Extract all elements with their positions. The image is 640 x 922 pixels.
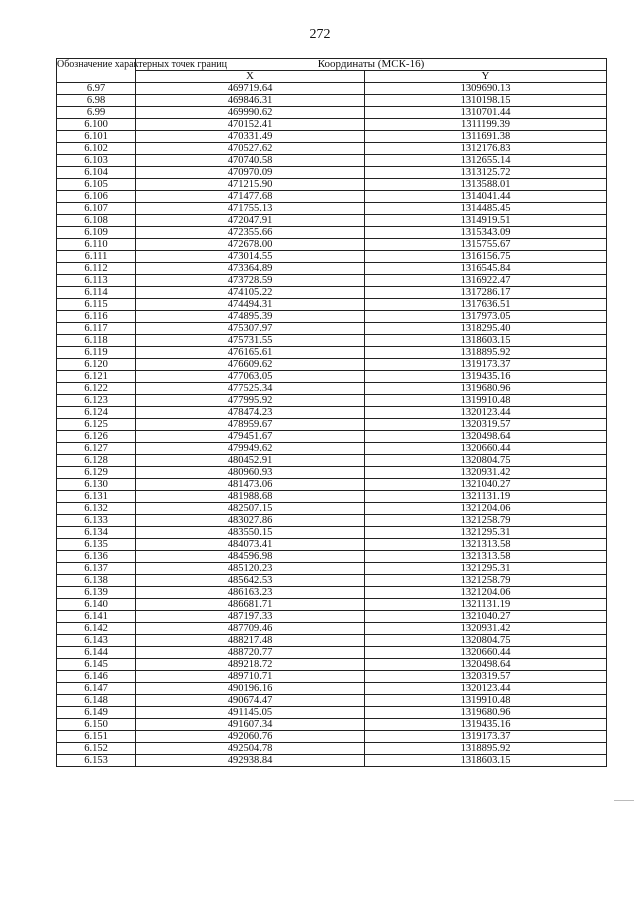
x-coordinate-cell: 481473.06 — [136, 479, 365, 491]
x-coordinate-cell: 471755.13 — [136, 203, 365, 215]
table-row — [57, 167, 607, 179]
y-coordinate-cell: 1321295.31 — [365, 563, 607, 575]
x-coordinate-cell: 487709.46 — [136, 623, 365, 635]
y-coordinate-cell: 1321258.79 — [365, 515, 607, 527]
point-id-cell: 6.103 — [57, 155, 136, 167]
y-coordinate-cell: 1310701.44 — [365, 107, 607, 119]
x-coordinate-cell: 474494.31 — [136, 299, 365, 311]
table-row — [57, 83, 607, 95]
point-id-cell: 6.126 — [57, 431, 136, 443]
y-coordinate-cell: 1318895.92 — [365, 347, 607, 359]
point-id-cell: 6.98 — [57, 95, 136, 107]
y-coordinate-cell: 1320319.57 — [365, 419, 607, 431]
point-id-cell: 6.142 — [57, 623, 136, 635]
table-row — [57, 323, 607, 335]
point-id-cell: 6.102 — [57, 143, 136, 155]
x-coordinate-cell: 469990.62 — [136, 107, 365, 119]
table-row — [57, 455, 607, 467]
x-coordinate-cell: 486163.23 — [136, 587, 365, 599]
table-row — [57, 95, 607, 107]
x-coordinate-cell: 476165.61 — [136, 347, 365, 359]
point-id-cell: 6.127 — [57, 443, 136, 455]
table-row — [57, 299, 607, 311]
y-coordinate-cell: 1320660.44 — [365, 443, 607, 455]
y-coordinate-cell: 1320804.75 — [365, 455, 607, 467]
table-row — [57, 227, 607, 239]
y-coordinate-cell: 1319680.96 — [365, 383, 607, 395]
table-row — [57, 191, 607, 203]
table-row — [57, 179, 607, 191]
x-coordinate-cell: 484596.98 — [136, 551, 365, 563]
x-coordinate-cell: 471215.90 — [136, 179, 365, 191]
x-coordinate-cell: 485642.53 — [136, 575, 365, 587]
point-id-cell: 6.128 — [57, 455, 136, 467]
point-id-cell: 6.121 — [57, 371, 136, 383]
coordinates-table — [56, 58, 607, 767]
y-coordinate-cell: 1316545.84 — [365, 263, 607, 275]
table-row — [57, 383, 607, 395]
x-coordinate-cell: 469846.31 — [136, 95, 365, 107]
y-coordinate-cell: 1317286.17 — [365, 287, 607, 299]
y-coordinate-cell: 1313588.01 — [365, 179, 607, 191]
point-id-cell: 6.141 — [57, 611, 136, 623]
x-coordinate-cell: 473728.59 — [136, 275, 365, 287]
point-id-cell: 6.151 — [57, 731, 136, 743]
table-row — [57, 371, 607, 383]
point-id-cell: 6.129 — [57, 467, 136, 479]
y-coordinate-cell: 1319680.96 — [365, 707, 607, 719]
point-id-cell: 6.146 — [57, 671, 136, 683]
y-coordinate-cell: 1321295.31 — [365, 527, 607, 539]
x-coordinate-cell: 475307.97 — [136, 323, 365, 335]
table-row — [57, 239, 607, 251]
point-id-cell: 6.145 — [57, 659, 136, 671]
y-coordinate-cell: 1317973.05 — [365, 311, 607, 323]
table-row — [57, 335, 607, 347]
y-coordinate-cell: 1312176.83 — [365, 143, 607, 155]
point-id-cell: 6.122 — [57, 383, 136, 395]
point-id-cell: 6.153 — [57, 755, 136, 767]
y-coordinate-cell: 1320931.42 — [365, 467, 607, 479]
table-row — [57, 695, 607, 707]
x-coordinate-cell: 492060.76 — [136, 731, 365, 743]
table-row — [57, 155, 607, 167]
x-coordinate-cell: 480960.93 — [136, 467, 365, 479]
table-row — [57, 359, 607, 371]
point-id-cell: 6.134 — [57, 527, 136, 539]
x-coordinate-cell: 473364.89 — [136, 263, 365, 275]
x-coordinate-cell: 488720.77 — [136, 647, 365, 659]
x-coordinate-cell: 472047.91 — [136, 215, 365, 227]
coordinates-group-header: Координаты (МСК-16) — [136, 59, 607, 71]
y-coordinate-cell: 1316922.47 — [365, 275, 607, 287]
table-row — [57, 347, 607, 359]
x-coordinate-cell: 479451.67 — [136, 431, 365, 443]
y-coordinate-cell: 1321204.06 — [365, 503, 607, 515]
y-coordinate-cell: 1315755.67 — [365, 239, 607, 251]
x-coordinate-cell: 471477.68 — [136, 191, 365, 203]
table-row — [57, 755, 607, 767]
table-row — [57, 707, 607, 719]
table-body — [57, 83, 607, 767]
x-coordinate-cell: 479949.62 — [136, 443, 365, 455]
point-id-cell: 6.119 — [57, 347, 136, 359]
point-id-cell: 6.104 — [57, 167, 136, 179]
point-id-cell: 6.137 — [57, 563, 136, 575]
table-row — [57, 683, 607, 695]
table-row — [57, 311, 607, 323]
point-id-cell: 6.149 — [57, 707, 136, 719]
x-coordinate-cell: 470331.49 — [136, 131, 365, 143]
table-row — [57, 395, 607, 407]
y-coordinate-cell: 1319435.16 — [365, 719, 607, 731]
y-coordinate-cell: 1320660.44 — [365, 647, 607, 659]
x-coordinate-cell: 470970.09 — [136, 167, 365, 179]
x-coordinate-cell: 478474.23 — [136, 407, 365, 419]
x-coordinate-cell: 485120.23 — [136, 563, 365, 575]
point-id-cell: 6.112 — [57, 263, 136, 275]
point-id-cell: 6.125 — [57, 419, 136, 431]
table-row — [57, 443, 607, 455]
y-coordinate-cell: 1321040.27 — [365, 479, 607, 491]
table-row — [57, 635, 607, 647]
point-id-cell: 6.97 — [57, 83, 136, 95]
y-coordinate-cell: 1312655.14 — [365, 155, 607, 167]
point-id-cell: 6.147 — [57, 683, 136, 695]
table-row — [57, 215, 607, 227]
table-row — [57, 287, 607, 299]
y-coordinate-cell: 1320123.44 — [365, 683, 607, 695]
point-id-cell: 6.100 — [57, 119, 136, 131]
y-coordinate-cell: 1318603.15 — [365, 755, 607, 767]
x-coordinate-cell: 483027.86 — [136, 515, 365, 527]
y-coordinate-cell: 1311691.38 — [365, 131, 607, 143]
x-coordinate-cell: 477063.05 — [136, 371, 365, 383]
point-id-cell: 6.113 — [57, 275, 136, 287]
table-row — [57, 143, 607, 155]
table-row — [57, 731, 607, 743]
x-coordinate-cell: 482507.15 — [136, 503, 365, 515]
x-coordinate-cell: 492938.84 — [136, 755, 365, 767]
point-id-cell: 6.140 — [57, 599, 136, 611]
y-coordinate-cell: 1314919.51 — [365, 215, 607, 227]
table-row — [57, 575, 607, 587]
x-coordinate-cell: 491145.05 — [136, 707, 365, 719]
point-designation-header: Обозначение характерных точек границ — [57, 59, 136, 83]
y-coordinate-cell: 1319173.37 — [365, 359, 607, 371]
point-id-cell: 6.152 — [57, 743, 136, 755]
y-coordinate-cell: 1310198.15 — [365, 95, 607, 107]
y-coordinate-cell: 1320931.42 — [365, 623, 607, 635]
y-coordinate-cell: 1320498.64 — [365, 431, 607, 443]
table-row — [57, 263, 607, 275]
x-coordinate-cell: 477525.34 — [136, 383, 365, 395]
y-coordinate-cell: 1317636.51 — [365, 299, 607, 311]
x-coordinate-cell: 489710.71 — [136, 671, 365, 683]
y-coordinate-cell: 1320123.44 — [365, 407, 607, 419]
x-coordinate-cell: 478959.67 — [136, 419, 365, 431]
table-row — [57, 479, 607, 491]
table-row — [57, 203, 607, 215]
y-coordinate-cell: 1321131.19 — [365, 599, 607, 611]
x-coordinate-cell: 491607.34 — [136, 719, 365, 731]
x-coordinate-cell: 469719.64 — [136, 83, 365, 95]
point-id-cell: 6.132 — [57, 503, 136, 515]
x-column-header: X — [136, 71, 365, 83]
point-id-cell: 6.99 — [57, 107, 136, 119]
y-coordinate-cell: 1321204.06 — [365, 587, 607, 599]
x-coordinate-cell: 488217.48 — [136, 635, 365, 647]
table-row — [57, 131, 607, 143]
x-coordinate-cell: 474105.22 — [136, 287, 365, 299]
y-coordinate-cell: 1320804.75 — [365, 635, 607, 647]
table-axis-row — [57, 71, 607, 83]
y-coordinate-cell: 1320319.57 — [365, 671, 607, 683]
point-id-cell: 6.101 — [57, 131, 136, 143]
x-coordinate-cell: 470740.58 — [136, 155, 365, 167]
y-coordinate-cell: 1319435.16 — [365, 371, 607, 383]
point-id-cell: 6.110 — [57, 239, 136, 251]
x-coordinate-cell: 470152.41 — [136, 119, 365, 131]
table-row — [57, 671, 607, 683]
x-coordinate-cell: 481988.68 — [136, 491, 365, 503]
table-row — [57, 563, 607, 575]
point-id-cell: 6.108 — [57, 215, 136, 227]
point-id-cell: 6.106 — [57, 191, 136, 203]
y-coordinate-cell: 1319910.48 — [365, 395, 607, 407]
point-id-cell: 6.130 — [57, 479, 136, 491]
x-coordinate-cell: 472355.66 — [136, 227, 365, 239]
x-coordinate-cell: 490196.16 — [136, 683, 365, 695]
point-id-cell: 6.133 — [57, 515, 136, 527]
point-id-cell: 6.136 — [57, 551, 136, 563]
table-row — [57, 659, 607, 671]
table-row — [57, 119, 607, 131]
table-row — [57, 719, 607, 731]
point-id-cell: 6.138 — [57, 575, 136, 587]
x-coordinate-cell: 477995.92 — [136, 395, 365, 407]
point-id-cell: 6.116 — [57, 311, 136, 323]
x-coordinate-cell: 483550.15 — [136, 527, 365, 539]
x-coordinate-cell: 472678.00 — [136, 239, 365, 251]
table-row — [57, 539, 607, 551]
point-id-cell: 6.117 — [57, 323, 136, 335]
y-column-header: Y — [365, 71, 607, 83]
x-coordinate-cell: 475731.55 — [136, 335, 365, 347]
y-coordinate-cell: 1321040.27 — [365, 611, 607, 623]
x-coordinate-cell: 484073.41 — [136, 539, 365, 551]
y-coordinate-cell: 1318603.15 — [365, 335, 607, 347]
x-coordinate-cell: 470527.62 — [136, 143, 365, 155]
table-row — [57, 647, 607, 659]
table-row — [57, 623, 607, 635]
y-coordinate-cell: 1314041.44 — [365, 191, 607, 203]
point-id-cell: 6.120 — [57, 359, 136, 371]
point-id-cell: 6.123 — [57, 395, 136, 407]
point-id-cell: 6.114 — [57, 287, 136, 299]
table-row — [57, 527, 607, 539]
point-id-cell: 6.124 — [57, 407, 136, 419]
point-id-cell: 6.111 — [57, 251, 136, 263]
y-coordinate-cell: 1321313.58 — [365, 551, 607, 563]
table-row — [57, 743, 607, 755]
point-id-cell: 6.107 — [57, 203, 136, 215]
y-coordinate-cell: 1320498.64 — [365, 659, 607, 671]
table-row — [57, 407, 607, 419]
y-coordinate-cell: 1319910.48 — [365, 695, 607, 707]
table-row — [57, 107, 607, 119]
point-id-cell: 6.115 — [57, 299, 136, 311]
point-id-cell: 6.118 — [57, 335, 136, 347]
y-coordinate-cell: 1311199.39 — [365, 119, 607, 131]
point-id-cell: 6.150 — [57, 719, 136, 731]
x-coordinate-cell: 480452.91 — [136, 455, 365, 467]
table-row — [57, 503, 607, 515]
point-id-cell: 6.139 — [57, 587, 136, 599]
y-coordinate-cell: 1314485.45 — [365, 203, 607, 215]
x-coordinate-cell: 492504.78 — [136, 743, 365, 755]
table-header-row — [57, 59, 607, 71]
x-coordinate-cell: 476609.62 — [136, 359, 365, 371]
y-coordinate-cell: 1315343.09 — [365, 227, 607, 239]
point-id-cell: 6.135 — [57, 539, 136, 551]
y-coordinate-cell: 1321258.79 — [365, 575, 607, 587]
table-row — [57, 467, 607, 479]
y-coordinate-cell: 1321313.58 — [365, 539, 607, 551]
point-id-cell: 6.109 — [57, 227, 136, 239]
y-coordinate-cell: 1309690.13 — [365, 83, 607, 95]
x-coordinate-cell: 487197.33 — [136, 611, 365, 623]
scan-edge-mark — [614, 800, 634, 801]
table-row — [57, 251, 607, 263]
point-id-cell: 6.131 — [57, 491, 136, 503]
y-coordinate-cell: 1316156.75 — [365, 251, 607, 263]
table-row — [57, 431, 607, 443]
point-id-cell: 6.144 — [57, 647, 136, 659]
x-coordinate-cell: 490674.47 — [136, 695, 365, 707]
point-id-cell: 6.105 — [57, 179, 136, 191]
x-coordinate-cell: 473014.55 — [136, 251, 365, 263]
y-coordinate-cell: 1318895.92 — [365, 743, 607, 755]
y-coordinate-cell: 1321131.19 — [365, 491, 607, 503]
table-row — [57, 491, 607, 503]
table-row — [57, 599, 607, 611]
table-row — [57, 587, 607, 599]
table-row — [57, 419, 607, 431]
table-row — [57, 275, 607, 287]
page-number: 272 — [309, 27, 331, 42]
y-coordinate-cell: 1319173.37 — [365, 731, 607, 743]
x-coordinate-cell: 486681.71 — [136, 599, 365, 611]
y-coordinate-cell: 1318295.40 — [365, 323, 607, 335]
point-id-cell: 6.148 — [57, 695, 136, 707]
table-row — [57, 515, 607, 527]
x-coordinate-cell: 489218.72 — [136, 659, 365, 671]
table-row — [57, 551, 607, 563]
table-row — [57, 611, 607, 623]
y-coordinate-cell: 1313125.72 — [365, 167, 607, 179]
x-coordinate-cell: 474895.39 — [136, 311, 365, 323]
point-id-cell: 6.143 — [57, 635, 136, 647]
